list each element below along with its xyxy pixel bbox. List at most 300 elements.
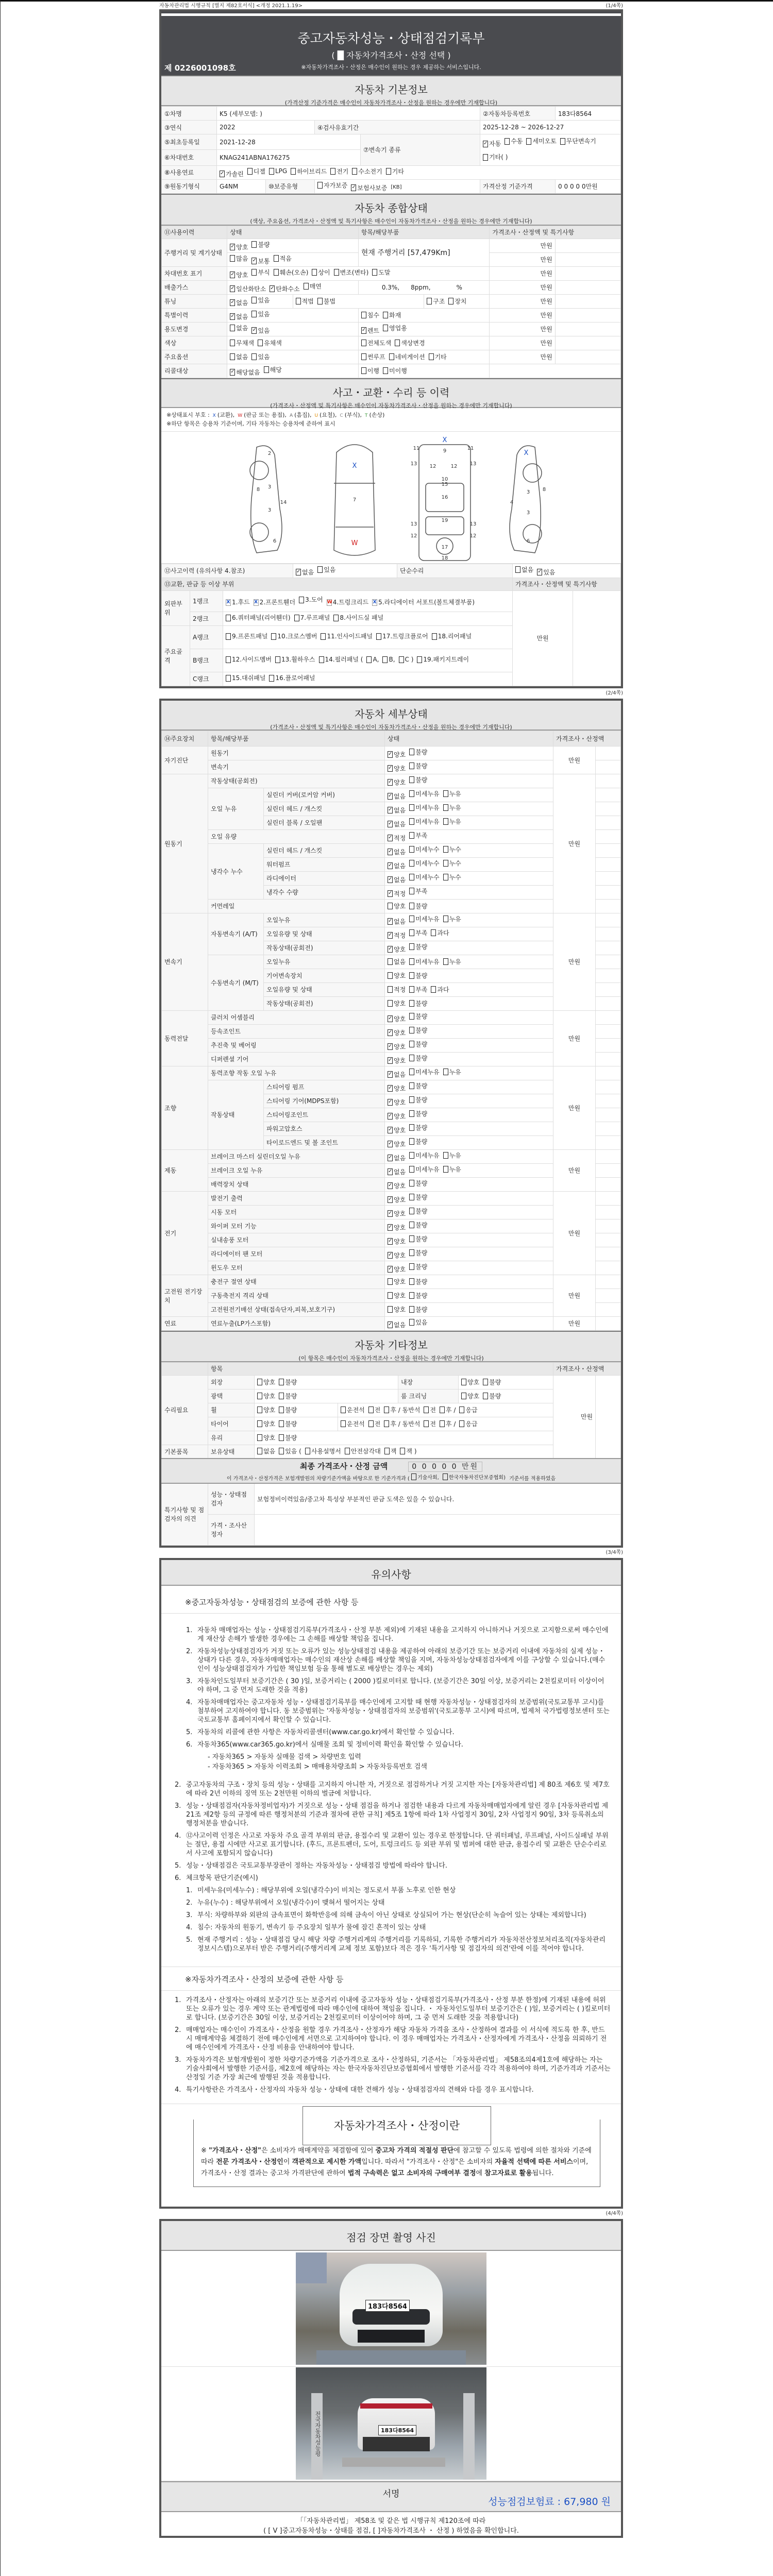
- checkbox[interactable]: [296, 298, 301, 304]
- checkbox-option[interactable]: [317, 565, 335, 574]
- checkbox[interactable]: [560, 138, 565, 145]
- checkbox[interactable]: [321, 633, 326, 640]
- checkbox-option[interactable]: [461, 1392, 479, 1400]
- checkbox-option[interactable]: [409, 1040, 427, 1048]
- checkbox[interactable]: [409, 1152, 414, 1159]
- checkbox-option[interactable]: [376, 631, 428, 641]
- checkbox-option[interactable]: [279, 1392, 297, 1400]
- checkbox-option[interactable]: [443, 859, 461, 868]
- checkbox[interactable]: [251, 241, 257, 248]
- checkbox[interactable]: [461, 1393, 466, 1399]
- checkbox-option[interactable]: [361, 326, 379, 335]
- checkbox-option[interactable]: [388, 1112, 406, 1121]
- checkbox-option[interactable]: [443, 873, 461, 882]
- checkbox-option[interactable]: [515, 565, 533, 574]
- checkbox-option[interactable]: [388, 1126, 406, 1134]
- checkbox-option[interactable]: [409, 1234, 427, 1243]
- checkbox-option[interactable]: [388, 1070, 406, 1079]
- checkbox[interactable]: ✓: [230, 299, 235, 305]
- checkbox[interactable]: [257, 1448, 262, 1454]
- checkbox[interactable]: ✓: [388, 890, 393, 896]
- checkbox[interactable]: [317, 566, 323, 573]
- checkbox[interactable]: [409, 860, 414, 867]
- checkbox-option[interactable]: [230, 352, 248, 361]
- checkbox-option[interactable]: [351, 183, 387, 192]
- checkbox-option[interactable]: [368, 1405, 381, 1414]
- checkbox[interactable]: [409, 1110, 414, 1117]
- checkbox[interactable]: [305, 1448, 310, 1454]
- checkbox-option[interactable]: [247, 167, 265, 176]
- checkbox[interactable]: [443, 790, 448, 797]
- checkbox[interactable]: [409, 1208, 414, 1214]
- checkbox[interactable]: [388, 1000, 393, 1007]
- checkbox-option[interactable]: [409, 1248, 427, 1257]
- checkbox[interactable]: [226, 615, 231, 621]
- checkbox[interactable]: ✓: [230, 285, 235, 291]
- checkbox-option[interactable]: [226, 654, 272, 665]
- checkbox-option[interactable]: [409, 1262, 427, 1271]
- checkbox-option[interactable]: [409, 942, 427, 951]
- checkbox[interactable]: [395, 340, 400, 346]
- checkbox[interactable]: [409, 986, 414, 993]
- checkbox[interactable]: [383, 325, 388, 331]
- checkbox[interactable]: [409, 1278, 414, 1285]
- checkbox[interactable]: [399, 656, 404, 663]
- checkbox[interactable]: ✓: [388, 1015, 393, 1021]
- checkbox[interactable]: [443, 958, 448, 965]
- checkbox[interactable]: [368, 1406, 374, 1413]
- checkbox[interactable]: [409, 832, 414, 839]
- checkbox[interactable]: [409, 1000, 414, 1007]
- checkbox-option[interactable]: [388, 1291, 406, 1300]
- checkbox[interactable]: [251, 269, 257, 276]
- checkbox-option[interactable]: [361, 338, 391, 347]
- checkbox-option[interactable]: [226, 631, 267, 641]
- checkbox[interactable]: X: [226, 599, 230, 605]
- checkbox[interactable]: [411, 1473, 416, 1480]
- checkbox-option[interactable]: [443, 957, 461, 966]
- checkbox-option[interactable]: [299, 595, 323, 605]
- checkbox-option[interactable]: [424, 1419, 436, 1428]
- checkbox-option[interactable]: [389, 352, 425, 361]
- checkbox[interactable]: [409, 1138, 414, 1145]
- checkbox[interactable]: [409, 1263, 414, 1270]
- checkbox-option[interactable]: [305, 1447, 341, 1455]
- checkbox[interactable]: ✓: [483, 140, 488, 146]
- checkbox-option[interactable]: [388, 1320, 406, 1329]
- checkbox-option[interactable]: [304, 282, 322, 291]
- checkbox[interactable]: [226, 656, 231, 663]
- checkbox-option[interactable]: [388, 1167, 406, 1176]
- checkbox[interactable]: [279, 1420, 284, 1427]
- checkbox[interactable]: [409, 1180, 414, 1187]
- checkbox[interactable]: [409, 1082, 414, 1089]
- checkbox-option[interactable]: [251, 326, 270, 335]
- checkbox-option[interactable]: [279, 1419, 297, 1428]
- checkbox-option[interactable]: [388, 861, 406, 870]
- checkbox-option[interactable]: [383, 366, 407, 375]
- checkbox-option[interactable]: [443, 817, 461, 826]
- checkbox-option[interactable]: [443, 914, 461, 923]
- checkbox[interactable]: [383, 367, 388, 374]
- checkbox-option[interactable]: [388, 999, 406, 1008]
- checkbox[interactable]: [443, 1166, 448, 1173]
- checkbox[interactable]: [317, 298, 323, 304]
- checkbox[interactable]: [443, 860, 448, 867]
- checkbox-option[interactable]: [440, 1405, 456, 1414]
- checkbox[interactable]: [226, 675, 231, 682]
- checkbox-option[interactable]: [443, 1473, 506, 1481]
- checkbox[interactable]: [269, 675, 274, 682]
- checkbox-option[interactable]: [537, 568, 555, 577]
- checkbox[interactable]: [279, 1448, 284, 1454]
- checkbox[interactable]: ✓: [388, 820, 393, 826]
- checkbox[interactable]: ✓: [388, 945, 393, 952]
- checkbox-option[interactable]: [257, 1405, 275, 1414]
- checkbox-option[interactable]: [483, 150, 508, 164]
- checkbox-option[interactable]: [427, 297, 445, 306]
- checkbox-option[interactable]: [483, 1378, 501, 1386]
- checkbox[interactable]: ✓: [388, 1196, 393, 1202]
- checkbox[interactable]: [269, 168, 274, 175]
- checkbox[interactable]: ✓: [388, 1265, 393, 1272]
- checkbox-option[interactable]: [443, 845, 461, 854]
- checkbox[interactable]: ✓: [230, 243, 235, 249]
- checkbox-option[interactable]: [291, 167, 327, 176]
- checkbox-option[interactable]: [251, 240, 270, 249]
- checkbox-option[interactable]: [319, 654, 363, 665]
- checkbox[interactable]: [409, 749, 414, 755]
- checkbox-option[interactable]: [388, 1209, 406, 1218]
- checkbox[interactable]: [443, 818, 448, 825]
- checkbox[interactable]: ✓: [388, 848, 393, 854]
- checkbox-option[interactable]: [409, 1165, 439, 1174]
- checkbox[interactable]: [409, 929, 414, 936]
- checkbox[interactable]: [258, 340, 263, 346]
- checkbox-option[interactable]: [275, 654, 315, 665]
- checkbox-option[interactable]: [352, 167, 382, 176]
- checkbox-option[interactable]: [409, 873, 439, 882]
- checkbox[interactable]: ✓: [388, 918, 393, 924]
- checkbox[interactable]: [409, 1096, 414, 1103]
- checkbox[interactable]: [443, 1473, 448, 1480]
- checkbox[interactable]: [409, 972, 414, 979]
- checkbox-option[interactable]: [230, 254, 248, 263]
- checkbox-option[interactable]: [409, 928, 427, 937]
- checkbox-option[interactable]: [409, 887, 427, 895]
- checkbox[interactable]: [409, 1306, 414, 1313]
- checkbox[interactable]: [368, 1420, 374, 1427]
- checkbox-option[interactable]: [269, 673, 315, 683]
- checkbox[interactable]: [275, 656, 280, 663]
- checkbox[interactable]: [409, 1292, 414, 1299]
- checkbox-option[interactable]: [395, 338, 425, 347]
- checkbox-option[interactable]: [230, 312, 248, 321]
- checkbox-option[interactable]: [388, 1265, 406, 1274]
- checkbox-option[interactable]: [388, 1195, 406, 1204]
- checkbox[interactable]: ✓: [388, 1154, 393, 1160]
- checkbox[interactable]: [409, 1124, 414, 1131]
- checkbox[interactable]: [361, 340, 366, 346]
- checkbox-option[interactable]: [317, 181, 347, 190]
- checkbox-option[interactable]: [388, 1154, 406, 1162]
- checkbox-option[interactable]: [254, 597, 295, 607]
- checkbox-option[interactable]: [409, 1095, 427, 1104]
- checkbox-option[interactable]: [257, 1392, 275, 1400]
- checkbox-option[interactable]: [560, 134, 596, 148]
- checkbox-option[interactable]: [399, 654, 414, 665]
- checkbox[interactable]: ✓: [388, 1210, 393, 1216]
- checkbox[interactable]: ✓: [388, 931, 393, 938]
- checkbox-option[interactable]: [251, 352, 270, 361]
- checkbox[interactable]: ✓: [296, 568, 301, 574]
- checkbox[interactable]: [226, 633, 231, 640]
- checkbox[interactable]: [526, 138, 531, 145]
- checkbox[interactable]: [389, 353, 394, 360]
- checkbox[interactable]: ✓: [388, 1098, 393, 1105]
- checkbox[interactable]: [279, 1406, 284, 1413]
- checkbox[interactable]: [431, 929, 436, 936]
- checkbox-option[interactable]: [361, 366, 379, 375]
- checkbox[interactable]: ✓: [388, 1126, 393, 1132]
- checkbox[interactable]: [383, 312, 388, 318]
- checkbox-option[interactable]: [409, 914, 439, 923]
- checkbox-option[interactable]: [411, 1473, 439, 1481]
- checkbox-option[interactable]: [251, 268, 270, 277]
- checkbox-option[interactable]: [296, 568, 314, 577]
- checkbox[interactable]: [409, 1069, 414, 1075]
- checkbox-option[interactable]: [361, 311, 379, 319]
- checkbox-option[interactable]: [388, 1277, 406, 1286]
- checkbox-option[interactable]: [388, 1014, 406, 1023]
- checkbox[interactable]: X: [373, 599, 377, 605]
- checkbox[interactable]: [274, 269, 279, 276]
- checkbox[interactable]: ✓: [388, 1182, 393, 1188]
- checkbox[interactable]: [279, 1393, 284, 1399]
- checkbox[interactable]: [483, 1379, 488, 1385]
- checkbox[interactable]: ✓: [388, 792, 393, 799]
- checkbox[interactable]: [409, 916, 414, 922]
- checkbox-option[interactable]: [409, 1151, 439, 1160]
- checkbox[interactable]: [409, 888, 414, 894]
- checkbox[interactable]: [409, 762, 414, 769]
- checkbox-option[interactable]: [409, 1305, 427, 1314]
- checkbox-option[interactable]: [230, 270, 248, 279]
- checkbox[interactable]: [304, 283, 309, 290]
- checkbox-option[interactable]: [257, 1447, 275, 1455]
- checkbox-option[interactable]: [333, 613, 383, 623]
- checkbox[interactable]: ✓: [388, 806, 393, 812]
- checkbox-option[interactable]: [388, 764, 406, 773]
- checkbox-option[interactable]: [388, 1223, 406, 1232]
- checkbox[interactable]: ✓: [388, 1043, 393, 1049]
- checkbox[interactable]: [341, 1406, 346, 1413]
- checkbox-option[interactable]: [383, 324, 407, 332]
- checkbox[interactable]: [432, 633, 437, 640]
- checkbox-option[interactable]: [220, 170, 244, 178]
- checkbox-option[interactable]: [409, 1207, 427, 1215]
- checkbox[interactable]: [372, 269, 377, 276]
- checkbox[interactable]: [515, 566, 520, 573]
- checkbox[interactable]: [312, 269, 317, 276]
- checkbox-option[interactable]: [327, 597, 368, 607]
- checkbox-option[interactable]: [388, 957, 406, 966]
- checkbox[interactable]: [230, 325, 235, 331]
- checkbox-option[interactable]: [388, 1084, 406, 1093]
- checkbox[interactable]: [461, 1379, 466, 1385]
- checkbox-option[interactable]: [388, 971, 406, 980]
- checkbox-option[interactable]: [409, 1221, 427, 1229]
- checkbox-option[interactable]: [388, 945, 406, 954]
- checkbox[interactable]: [317, 182, 323, 189]
- checkbox-option[interactable]: [230, 243, 248, 251]
- checkbox-option[interactable]: [230, 324, 248, 332]
- checkbox[interactable]: [366, 656, 372, 663]
- checkbox-option[interactable]: [257, 1378, 275, 1386]
- checkbox-option[interactable]: [257, 1419, 275, 1428]
- checkbox-option[interactable]: [409, 831, 427, 840]
- checkbox[interactable]: [257, 1434, 262, 1441]
- checkbox[interactable]: [319, 656, 324, 663]
- checkbox-option[interactable]: [388, 1056, 406, 1065]
- checkbox[interactable]: ✓: [388, 1224, 393, 1230]
- checkbox[interactable]: ✓: [388, 778, 393, 785]
- checkbox-option[interactable]: [409, 748, 427, 756]
- checkbox[interactable]: [251, 311, 257, 317]
- checkbox[interactable]: [352, 168, 357, 175]
- checkbox[interactable]: [333, 615, 339, 621]
- checkbox[interactable]: ✓: [388, 765, 393, 771]
- checkbox[interactable]: [409, 1235, 414, 1242]
- checkbox-option[interactable]: [269, 167, 287, 175]
- checkbox[interactable]: ✓: [388, 1140, 393, 1146]
- checkbox[interactable]: [400, 1448, 405, 1454]
- checkbox-option[interactable]: [321, 631, 373, 641]
- checkbox[interactable]: [409, 1041, 414, 1047]
- checkbox-option[interactable]: [459, 1419, 477, 1428]
- checkbox[interactable]: [257, 1379, 262, 1385]
- checkbox-option[interactable]: [271, 631, 317, 641]
- checkbox[interactable]: [388, 1278, 393, 1285]
- checkbox[interactable]: [409, 1166, 414, 1173]
- checkbox[interactable]: [386, 168, 391, 175]
- checkbox-option[interactable]: [443, 1165, 461, 1174]
- checkbox-option[interactable]: [251, 296, 270, 304]
- checkbox[interactable]: [505, 138, 510, 145]
- checkbox[interactable]: ✓: [230, 271, 235, 277]
- checkbox-option[interactable]: [526, 134, 556, 148]
- checkbox[interactable]: [388, 1306, 393, 1313]
- checkbox[interactable]: W: [327, 599, 332, 605]
- checkbox[interactable]: ✓: [388, 876, 393, 882]
- checkbox[interactable]: [271, 633, 276, 640]
- checkbox-option[interactable]: [483, 137, 501, 150]
- checkbox-option[interactable]: [409, 1193, 427, 1201]
- checkbox-option[interactable]: [409, 817, 439, 826]
- checkbox-option[interactable]: [279, 1378, 297, 1386]
- checkbox-option[interactable]: [388, 889, 406, 898]
- checkbox-option[interactable]: [388, 985, 406, 994]
- checkbox[interactable]: [299, 597, 304, 603]
- checkbox[interactable]: ✓: [361, 327, 366, 333]
- checkbox[interactable]: [291, 168, 296, 175]
- checkbox-option[interactable]: [388, 1042, 406, 1051]
- checkbox[interactable]: [409, 1055, 414, 1061]
- checkbox-option[interactable]: [409, 859, 439, 868]
- checkbox[interactable]: [409, 1249, 414, 1256]
- checkbox[interactable]: [384, 1448, 390, 1454]
- checkbox-option[interactable]: [409, 761, 427, 770]
- checkbox-option[interactable]: [372, 268, 390, 277]
- checkbox[interactable]: ✓: [230, 368, 235, 375]
- checkbox-option[interactable]: [279, 1433, 297, 1442]
- checkbox-option[interactable]: [443, 1151, 461, 1160]
- checkbox[interactable]: [388, 958, 393, 965]
- checkbox[interactable]: [409, 776, 414, 783]
- checkbox-option[interactable]: [388, 806, 406, 815]
- checkbox[interactable]: ✓: [388, 1112, 393, 1118]
- checkbox-option[interactable]: [443, 1067, 461, 1076]
- checkbox[interactable]: [279, 1434, 284, 1441]
- checkbox[interactable]: ✓: [537, 568, 542, 574]
- checkbox[interactable]: ✓: [388, 1238, 393, 1244]
- checkbox[interactable]: ✓: [351, 184, 356, 190]
- checkbox[interactable]: ✓: [388, 1251, 393, 1258]
- checkbox[interactable]: ✓: [388, 751, 393, 757]
- checkbox-option[interactable]: [505, 134, 523, 148]
- checkbox[interactable]: [409, 818, 414, 825]
- checkbox[interactable]: [448, 298, 453, 304]
- checkbox[interactable]: [409, 1013, 414, 1020]
- checkbox-option[interactable]: [409, 789, 439, 798]
- checkbox-option[interactable]: [388, 750, 406, 759]
- checkbox[interactable]: ✓: [388, 1084, 393, 1091]
- checkbox[interactable]: X: [254, 599, 258, 605]
- checkbox-option[interactable]: [251, 310, 270, 318]
- checkbox[interactable]: [409, 943, 414, 950]
- checkbox[interactable]: [443, 804, 448, 811]
- checkbox-option[interactable]: [274, 268, 309, 277]
- checkbox-option[interactable]: [409, 1067, 439, 1076]
- checkbox[interactable]: [384, 1420, 389, 1427]
- checkbox[interactable]: [257, 1406, 262, 1413]
- checkbox-option[interactable]: [388, 1098, 406, 1107]
- checkbox-option[interactable]: [409, 1109, 427, 1118]
- checkbox-option[interactable]: [230, 284, 266, 293]
- checkbox[interactable]: ✓: [388, 1029, 393, 1035]
- checkbox[interactable]: [257, 1393, 262, 1399]
- checkbox-option[interactable]: [409, 985, 427, 994]
- checkbox-option[interactable]: [226, 613, 291, 623]
- checkbox[interactable]: [264, 366, 269, 373]
- checkbox-option[interactable]: [388, 917, 406, 926]
- checkbox[interactable]: [409, 1319, 414, 1326]
- checkbox[interactable]: [417, 656, 422, 663]
- checkbox-option[interactable]: [257, 1433, 275, 1442]
- checkbox[interactable]: [345, 1448, 350, 1454]
- checkbox[interactable]: [409, 874, 414, 880]
- checkbox[interactable]: [388, 972, 393, 979]
- checkbox[interactable]: [424, 1406, 429, 1413]
- checkbox-option[interactable]: [312, 268, 330, 277]
- checkbox-option[interactable]: [345, 1447, 381, 1455]
- checkbox-option[interactable]: [251, 257, 270, 265]
- checkbox-option[interactable]: [384, 1447, 397, 1455]
- checkbox-option[interactable]: [461, 1378, 479, 1386]
- checkbox-option[interactable]: [361, 352, 385, 361]
- checkbox-option[interactable]: [388, 931, 406, 940]
- checkbox-option[interactable]: [341, 1405, 365, 1414]
